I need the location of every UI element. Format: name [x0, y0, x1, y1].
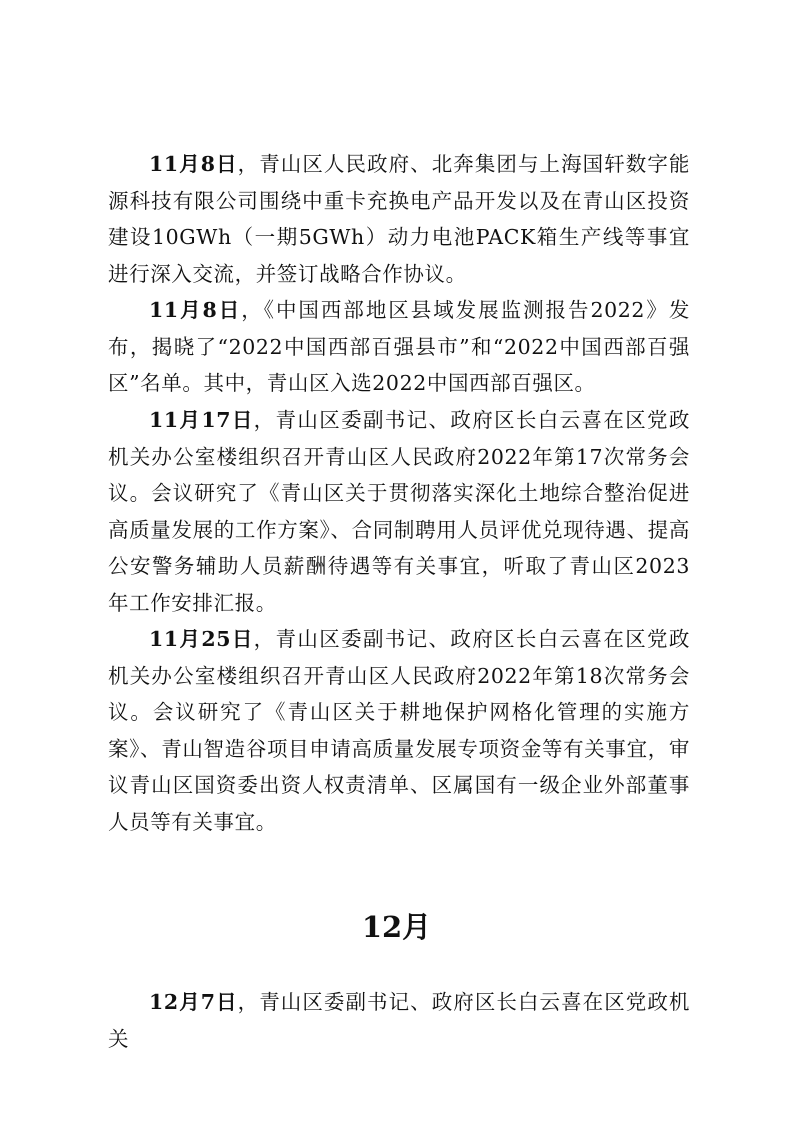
month-heading: 12月 — [361, 910, 432, 944]
entry-text: ，青山区委副书记、政府区长白云喜在区党政机关办公室楼组织召开青山区人民政府2022年第18次常务会议。会议研究了《青山区关于耕地保护网格化管理的实施方案》、青山智造谷项目申请高质量发展专项资金等有关事宜，审议青山区国资委出资人权责清单、区属国有一级企业外部董事人员等有关事宜。 — [108, 627, 690, 834]
entry-text: ，青山区委副书记、政府区长白云喜在区党政机关办公室楼组织召开青山区人民政府2022年第17次常务会议。会议研究了《青山区关于贯彻落实深化土地综合整治促进高质量发展的工作方案》、合同制聘用人员评优兑现待遇、提高公安警务辅助人员薪酬待遇等有关事宜，听取了青山区2023年工作安排汇报。 — [108, 408, 690, 615]
entry-date: 11月8日 — [149, 152, 238, 176]
chronicle-entry — [108, 984, 690, 1057]
entry-date: 11月17日 — [149, 408, 254, 432]
entry-date: 11月25日 — [149, 627, 254, 651]
entry-date: 11月8日 — [149, 298, 242, 322]
entry-text: ，《中国西部地区县域发展监测报告2022》发布，揭晓了“2022中国西部百强县市”和“2022中国西部百强区”名单。其中，青山区入选2022中国西部百强区。 — [108, 298, 690, 395]
entry-text: ，青山区委副书记、政府区长白云喜在区党政机关 — [108, 990, 690, 1051]
entry-text: ，青山区人民政府、北奔集团与上海国轩数字能源科技有限公司围绕中重卡充换电产品开发以及在青山区投资建设10GWh（一期5GWh）动力电池PACK箱生产线等事宜进行深入交流，并签订战略合作协议。 — [108, 152, 690, 286]
chronicle-entry — [108, 292, 690, 402]
chronicle-entry — [108, 621, 690, 840]
chronicle-entry — [108, 146, 690, 292]
entry-date: 12月7日 — [149, 990, 238, 1014]
chronicle-entry — [108, 402, 690, 621]
